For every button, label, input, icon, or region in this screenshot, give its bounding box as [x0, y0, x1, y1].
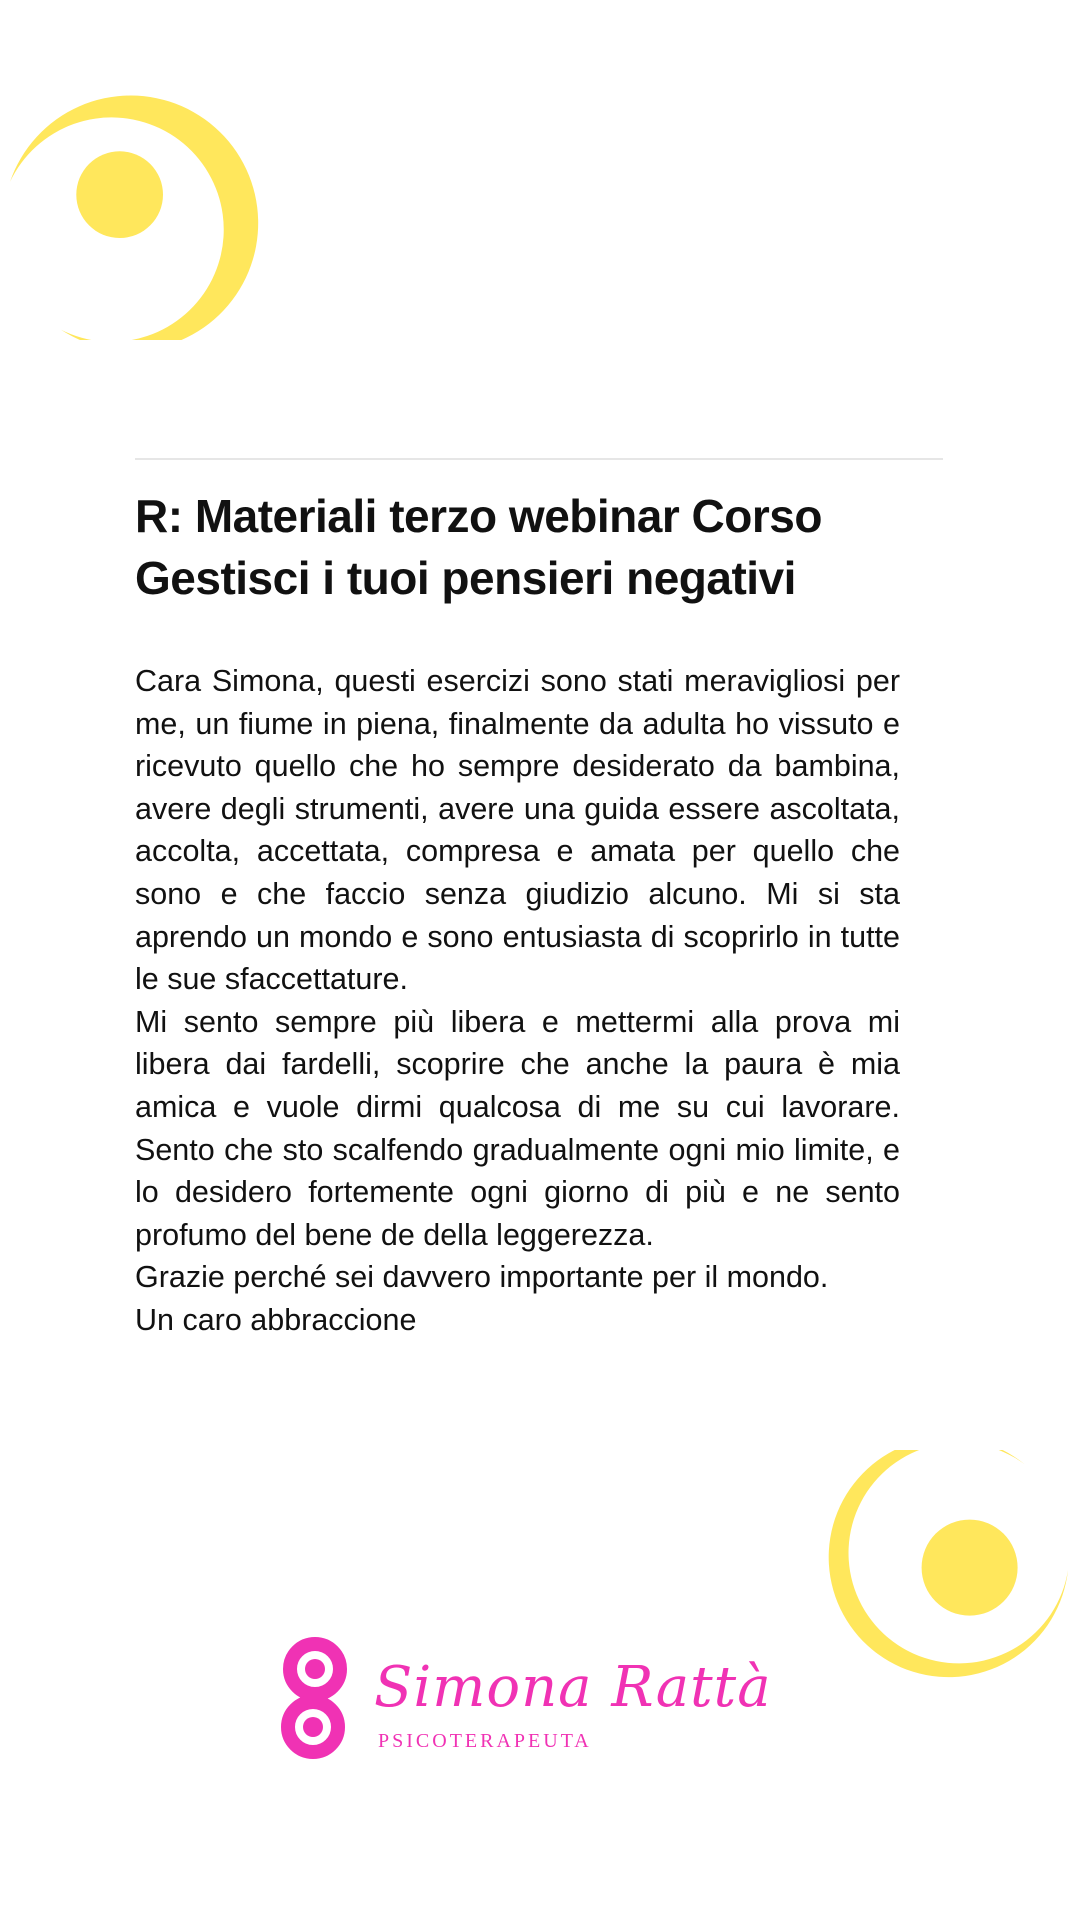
body-paragraph: Un caro abbraccione	[135, 1302, 417, 1337]
body-paragraph: Cara Simona, questi esercizi sono stati meravigliosi per me, un fiume in piena, finalmente da adulta ho vissuto e ricevuto quello che ho sempre desiderato da bambina, avere degli strumenti, avere una guida essere ascoltata, accolta, accettata, compresa e amata per quello che sono e che faccio senza giudizio alcuno. Mi si sta aprendo un mondo e sono entusiasta di scoprirlo in tutte le sue sfaccettature.	[135, 664, 900, 997]
body-paragraph: Mi sento sempre più libera e mettermi alla prova mi libera dai fardelli, scoprire che anche la paura è mia amica e vuole dirmi qualcosa di me su cui lavorare. Sento che sto scalfendo gradualmente ogni mio limite, e lo desidero fortemente ogni giorno di più e ne sento profumo del bene de della leggerezza.	[135, 1004, 900, 1252]
swirl-icon	[828, 1450, 1068, 1690]
logo-mark-icon	[278, 1633, 350, 1763]
post-body	[135, 660, 900, 1342]
divider	[135, 458, 943, 460]
brand-name: Simona Rattà	[374, 1655, 772, 1720]
brand-subtitle: PSICOTERAPEUTA	[378, 1730, 592, 1752]
brand-logo	[278, 1625, 772, 1765]
post-title: R: Materiali terzo webinar Corso Gestisci i tuoi pensieri negativi	[135, 490, 822, 604]
swirl-icon	[10, 85, 265, 340]
body-paragraph: Grazie perché sei davvero importante per il mondo.	[135, 1260, 829, 1295]
